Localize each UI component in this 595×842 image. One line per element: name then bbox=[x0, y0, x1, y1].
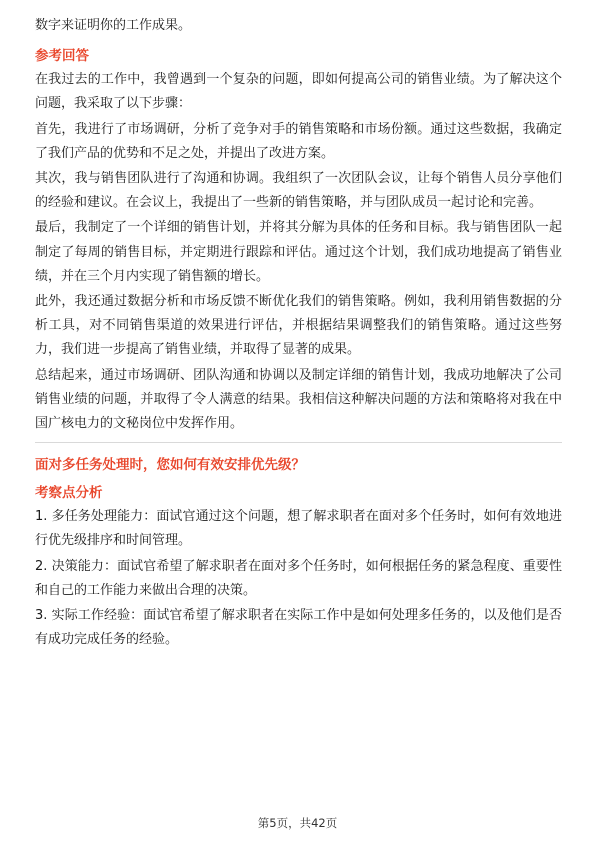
answer-heading: 参考回答 bbox=[35, 48, 89, 65]
intro-text: 数字来证明你的工作成果。 bbox=[35, 18, 192, 33]
answer-paragraph: 最后，我制定了一个详细的销售计划，并将其分解为具体的任务和目标。我与销售团队一起制定了每周的销售目标，并定期进行跟踪和评估。通过这个计划，我们成功地提高了销售业绩，并在三个月内实现了销售额的增长。 bbox=[35, 220, 562, 284]
section-divider bbox=[35, 442, 562, 443]
page-content bbox=[35, 14, 562, 653]
analysis-heading: 考察点分析 bbox=[35, 485, 103, 502]
analysis-item: 1. 多任务处理能力：面试官通过这个问题，想了解求职者在面对多个任务时，如何有效地进行优先级排序和时间管理。 bbox=[35, 509, 562, 549]
analysis-item: 3. 实际工作经验：面试官希望了解求职者在实际工作中是如何处理多任务的，以及他们是否有成功完成任务的经验。 bbox=[35, 608, 562, 648]
analysis-item: 2. 决策能力：面试官希望了解求职者在面对多个任务时，如何根据任务的紧急程度、重要性和自己的工作能力来做出合理的决策。 bbox=[35, 558, 562, 598]
page-number-footer: 第5页，共42页 bbox=[257, 816, 338, 830]
answer-paragraph: 其次，我与销售团队进行了沟通和协调。我组织了一次团队会议，让每个销售人员分享他们的经验和建议。在会议上，我提出了一些新的销售策略，并与团队成员一起讨论和完善。 bbox=[35, 171, 562, 211]
question-title: 面对多任务处理时，您如何有效安排优先级？ bbox=[35, 457, 305, 474]
answer-paragraph: 在我过去的工作中，我曾遇到一个复杂的问题，即如何提高公司的销售业绩。为了解决这个问题，我采取了以下步骤： bbox=[35, 72, 562, 112]
answer-paragraph: 总结起来，通过市场调研、团队沟通和协调以及制定详细的销售计划，我成功地解决了公司销售业绩的问题，并取得了令人满意的结果。我相信这种解决问题的方法和策略将对我在中国广核电力的文秘岗位中发挥作用。 bbox=[35, 367, 562, 432]
answer-paragraph: 此外，我还通过数据分析和市场反馈不断优化我们的销售策略。例如，我利用销售数据的分析工具，对不同销售渠道的效果进行评估，并根据结果调整我们的销售策略。通过这些努力，我们进一步提高了销售业绩，并取得了显著的成果。 bbox=[35, 294, 562, 358]
answer-paragraph: 首先，我进行了市场调研，分析了竞争对手的销售策略和市场份额。通过这些数据，我确定了我们产品的优势和不足之处，并提出了改进方案。 bbox=[35, 121, 562, 161]
